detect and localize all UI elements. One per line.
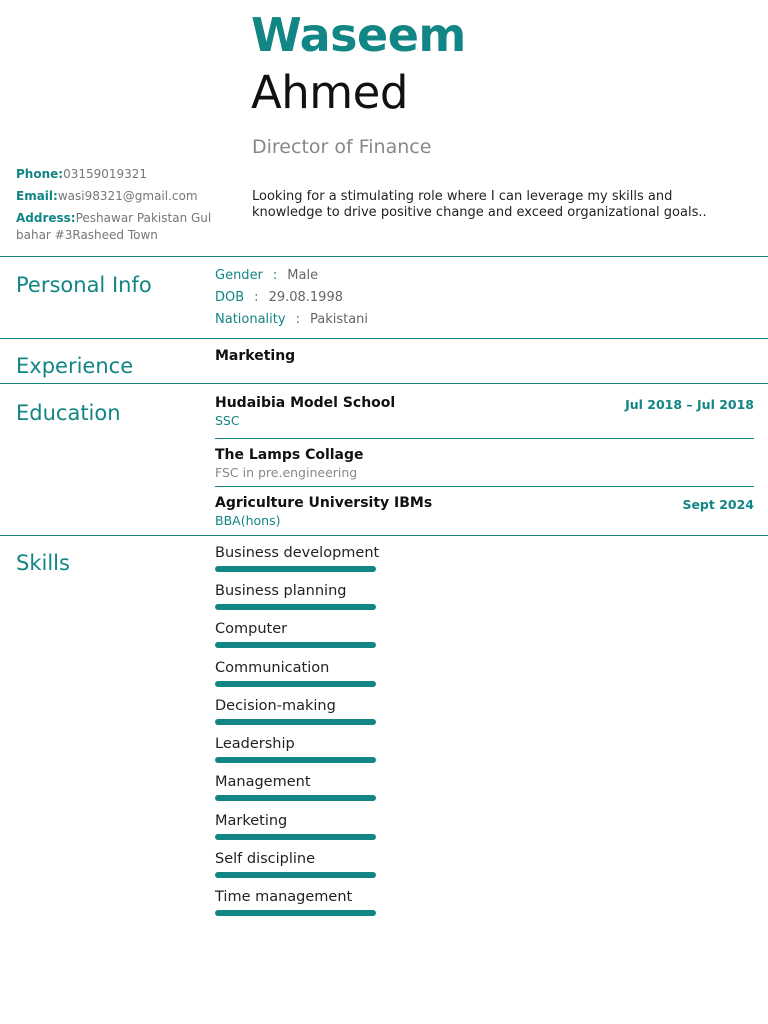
info-value: Pakistani (309, 312, 369, 327)
skill-track (215, 834, 376, 840)
address-value: Peshawar Pakistan Gul bahar #3Rasheed Town (16, 211, 212, 242)
skill-name: Business planning (215, 583, 347, 599)
skill-name: Self discipline (215, 851, 316, 867)
skill-track (215, 757, 376, 763)
skill-level-bar (215, 834, 376, 840)
info-label: DOB (215, 290, 245, 305)
skill-track (215, 681, 376, 687)
skill-level-bar (215, 757, 376, 763)
skill-level-bar (215, 566, 376, 572)
contact-phone (16, 166, 231, 183)
objective-text: Looking for a stimulating role where I can leverage my skills and knowledge to drive positive change and exceed organizational goals.. (252, 189, 707, 220)
skill-item (215, 659, 415, 687)
skill-name: Business development (215, 545, 380, 561)
skill-track (215, 795, 376, 801)
skill-item (215, 812, 415, 840)
education-school: The Lamps Collage (215, 447, 364, 463)
skill-name: Marketing (215, 813, 288, 829)
skill-track (215, 719, 376, 725)
section-divider (0, 535, 768, 536)
skill-item (215, 735, 415, 763)
skill-item (215, 850, 415, 878)
skill-name: Decision-making (215, 698, 336, 714)
education-divider (215, 438, 754, 439)
skill-item (215, 773, 415, 801)
skill-item (215, 620, 415, 648)
section-title-education: Education (16, 401, 121, 425)
education-date: Sept 2024 (682, 497, 754, 512)
skill-name: Computer (215, 621, 288, 637)
skill-track (215, 642, 376, 648)
skill-level-bar (215, 719, 376, 725)
education-date: Jul 2018 – Jul 2018 (625, 397, 754, 412)
info-separator: : (295, 312, 300, 327)
contact-email (16, 188, 231, 205)
last-name: Ahmed (251, 66, 408, 119)
skill-track (215, 910, 376, 916)
skill-track (215, 872, 376, 878)
skill-track (215, 604, 376, 610)
info-row-gender (215, 268, 318, 283)
info-value: Male (287, 268, 319, 283)
skill-track (215, 566, 376, 572)
skill-level-bar (215, 910, 376, 916)
email-label: Email: (16, 189, 58, 203)
skill-name: Management (215, 774, 311, 790)
skill-item (215, 888, 415, 916)
info-row-nationality (215, 312, 368, 327)
job-title: Director of Finance (252, 136, 432, 158)
first-name: Waseem (251, 8, 466, 62)
skill-item (215, 544, 415, 572)
info-label: Gender (215, 268, 263, 283)
skill-level-bar (215, 642, 376, 648)
section-divider (0, 383, 768, 384)
info-separator: : (272, 268, 278, 283)
experience-item-title: Marketing (215, 348, 296, 364)
section-divider (0, 338, 768, 339)
skill-name: Time management (215, 889, 353, 905)
skill-name: Communication (215, 660, 330, 676)
education-degree: SSC (215, 413, 240, 428)
info-row-dob (215, 290, 343, 305)
skill-level-bar (215, 604, 376, 610)
section-title-personal-info: Personal Info (16, 273, 152, 297)
info-label: Nationality (215, 312, 286, 327)
education-divider (215, 486, 754, 487)
education-school: Agriculture University IBMs (215, 495, 433, 511)
education-degree: BBA(hons) (215, 513, 281, 528)
skill-item (215, 697, 415, 725)
skill-level-bar (215, 795, 376, 801)
address-label: Address: (16, 211, 76, 225)
contact-address (16, 210, 231, 244)
phone-value: 03159019321 (63, 167, 148, 181)
section-title-skills: Skills (16, 551, 70, 575)
skill-name: Leadership (215, 736, 295, 752)
section-divider (0, 256, 768, 257)
email-value: wasi98321@gmail.com (57, 189, 198, 203)
skill-level-bar (215, 681, 376, 687)
skill-level-bar (215, 872, 376, 878)
section-title-experience: Experience (16, 354, 134, 378)
info-value: 29.08.1998 (268, 290, 343, 305)
education-school: Hudaibia Model School (215, 395, 396, 411)
skill-item (215, 582, 415, 610)
education-degree: FSC in pre.engineering (215, 465, 358, 480)
phone-label: Phone: (16, 167, 64, 181)
info-separator: : (254, 290, 259, 305)
